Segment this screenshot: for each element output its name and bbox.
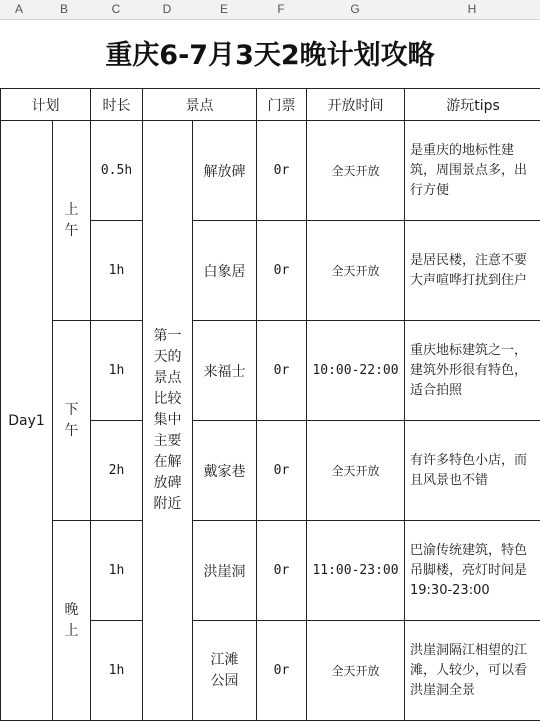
note-cell[interactable] (143, 121, 193, 721)
ticket-cell[interactable]: 0r (257, 321, 307, 421)
spot-cell[interactable]: 白象居 (193, 221, 257, 321)
tip-cell[interactable]: 有许多特色小店，而且风景也不错 (405, 421, 540, 521)
column-letter-c[interactable]: C (90, 0, 142, 19)
open-time-cell[interactable]: 11:00-23:00 (307, 521, 405, 621)
ticket-cell[interactable]: 0r (257, 621, 307, 721)
header-tips[interactable]: 游玩tips (405, 89, 540, 121)
header-ticket[interactable]: 门票 (257, 89, 307, 121)
ticket-cell[interactable]: 0r (257, 421, 307, 521)
period-morning-cell[interactable] (53, 121, 91, 321)
header-plan[interactable]: 计划 (1, 89, 91, 121)
table-row (1, 521, 540, 621)
column-letter-a[interactable]: A (0, 0, 38, 19)
table-row (1, 121, 540, 221)
duration-cell[interactable]: 0.5h (91, 121, 143, 221)
period-evening-label: 晚上 (63, 600, 81, 642)
period-morning-label: 上午 (63, 200, 81, 242)
tip-cell[interactable]: 洪崖洞隔江相望的江滩，人较少，可以看洪崖洞全景 (405, 621, 540, 721)
spot-cell[interactable]: 解放碑 (193, 121, 257, 221)
spot-cell[interactable]: 来福士 (193, 321, 257, 421)
column-letter-f[interactable]: F (256, 0, 306, 19)
period-afternoon-label: 下午 (63, 400, 81, 442)
header-row (1, 89, 540, 121)
header-open-time[interactable]: 开放时间 (307, 89, 405, 121)
spot-cell[interactable]: 洪崖洞 (193, 521, 257, 621)
column-letter-h[interactable]: H (404, 0, 540, 19)
note-text: 第一天的景点比较集中主要在解放碑附近 (151, 326, 185, 515)
itinerary-table (0, 88, 540, 721)
spot-cell[interactable] (193, 621, 257, 721)
duration-cell[interactable]: 2h (91, 421, 143, 521)
spot-label: 江滩公园 (208, 650, 242, 692)
open-time-cell[interactable]: 全天开放 (307, 121, 405, 221)
table-row (1, 321, 540, 421)
tip-cell[interactable]: 巴渝传统建筑，特色吊脚楼，亮灯时间是19:30-23:00 (405, 521, 540, 621)
header-duration[interactable]: 时长 (91, 89, 143, 121)
column-letter-e[interactable]: E (192, 0, 256, 19)
duration-cell[interactable]: 1h (91, 621, 143, 721)
ticket-cell[interactable]: 0r (257, 221, 307, 321)
tip-cell[interactable]: 是居民楼，注意不要大声喧哗打扰到住户 (405, 221, 540, 321)
column-letter-b[interactable]: B (38, 0, 90, 19)
tip-cell[interactable]: 是重庆的地标性建筑，周围景点多，出行方便 (405, 121, 540, 221)
column-letter-d[interactable]: D (142, 0, 192, 19)
open-time-cell[interactable]: 全天开放 (307, 421, 405, 521)
column-letter-g[interactable]: G (306, 0, 404, 19)
header-spot[interactable]: 景点 (143, 89, 257, 121)
open-time-cell[interactable]: 全天开放 (307, 221, 405, 321)
ticket-cell[interactable]: 0r (257, 121, 307, 221)
ticket-cell[interactable]: 0r (257, 521, 307, 621)
duration-cell[interactable]: 1h (91, 521, 143, 621)
period-afternoon-cell[interactable] (53, 321, 91, 521)
duration-cell[interactable]: 1h (91, 321, 143, 421)
period-evening-cell[interactable] (53, 521, 91, 721)
spreadsheet-column-header-bar (0, 0, 540, 20)
spot-cell[interactable]: 戴家巷 (193, 421, 257, 521)
day-cell[interactable]: Day1 (1, 121, 53, 721)
document-title: 重庆6-7月3天2晚计划攻略 (0, 26, 540, 86)
open-time-cell[interactable]: 全天开放 (307, 621, 405, 721)
open-time-cell[interactable]: 10:00-22:00 (307, 321, 405, 421)
duration-cell[interactable]: 1h (91, 221, 143, 321)
tip-cell[interactable]: 重庆地标建筑之一，建筑外形很有特色，适合拍照 (405, 321, 540, 421)
